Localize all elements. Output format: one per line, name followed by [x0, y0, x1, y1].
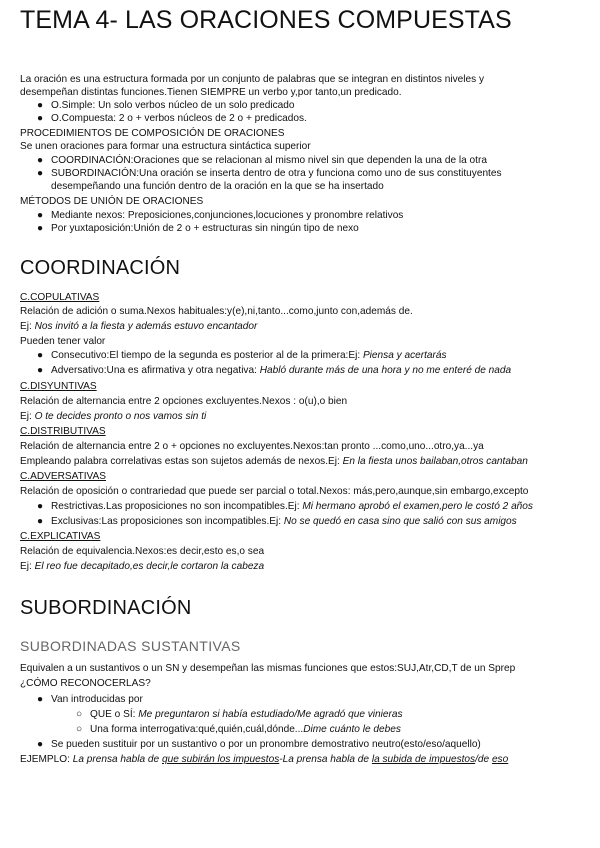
example-text: La prensa habla de [72, 754, 162, 765]
example-text: Mi hermano aprobó el examen,pero le costó 2 años [302, 501, 533, 512]
ejemplo-label: EJEMPLO: [20, 754, 73, 765]
bullet-icon: ● [37, 100, 44, 111]
disyuntivas-title: C.DISYUNTIVAS [20, 381, 97, 392]
list-item-text: Exclusivas:Las proposiciones son incompatibles.Ej: [51, 516, 284, 527]
example-text: En la fiesta unos bailaban,otros cantaban [342, 456, 528, 467]
list-item [37, 209, 403, 222]
list-item-text: QUE o SÍ: [90, 709, 139, 720]
example-label: Ej: [20, 561, 35, 572]
example-underlined-text: eso [491, 754, 509, 765]
example-text: No se quedó en casa sino que salió con sus amigos [283, 516, 517, 527]
list-item-text: desempeñando una función dentro de la oración en la que se ha insertado [51, 181, 384, 192]
sustantivas-text: Equivalen a un sustantivos o un SN y desempeñan las mismas funciones que estos:SUJ,Atr,CD,T de un Sprep [20, 663, 516, 674]
list-item-text: Van introducidas por [51, 694, 143, 705]
sustantivas-heading: SUBORDINADAS SUSTANTIVAS [20, 638, 241, 654]
circle-bullet-icon: ○ [76, 709, 83, 720]
adversativas-title: C.ADVERSATIVAS [20, 471, 107, 482]
bullet-icon: ● [37, 694, 44, 705]
explicativas-title: C.EXPLICATIVAS [20, 531, 101, 542]
explicativas-text: Relación de equivalencia.Nexos:es decir,esto es,o sea [20, 546, 265, 557]
text-label: Empleando palabra correlativas estas son sujetos además de nexos.Ej: [20, 456, 343, 467]
list-item [37, 349, 447, 362]
example-text: O te decides pronto o nos vamos sin ti [34, 411, 207, 422]
adversativas-text: Relación de oposición o contrariedad que puede ser parcial o total.Nexos: más,pero,aunque,sin embargo,excepto [20, 486, 529, 497]
bullet-icon: ● [37, 365, 44, 376]
list-item-text: COORDINACIÓN:Oraciones que se relacionan al mismo nivel sin que dependen la una de la otra [51, 155, 487, 166]
list-item-text: Por yuxtaposición:Unión de 2 o + estructuras sin ningún tipo de nexo [51, 223, 359, 234]
example-text: Nos invitó a la fiesta y además estuvo encantador [34, 321, 258, 332]
copulativas-title: C.COPULATIVAS [20, 292, 100, 303]
reconocer-question: ¿CÓMO RECONOCERLAS? [20, 678, 151, 689]
bullet-icon: ● [37, 501, 44, 512]
disyuntivas-text: Relación de alternancia entre 2 opciones excluyentes.Nexos : o(u),o bien [20, 396, 348, 407]
example-text: -La prensa habla de [279, 754, 372, 765]
coordinacion-heading: COORDINACIÓN [20, 257, 181, 279]
list-item-text: SUBORDINACIÓN:Una oración se inserta dentro de otra y funciona como uno de sus constituyentes [51, 168, 502, 179]
intro-line-1: La oración es una estructura formada por un conjunto de palabras que se integran en distintos niveles y [20, 74, 485, 85]
bullet-icon: ● [37, 210, 44, 221]
bullet-icon: ● [37, 739, 44, 750]
intro-paragraph [20, 73, 484, 99]
example-text: El reo fue decapitado,es decir,le cortaron la cabeza [34, 561, 265, 572]
list-item-text: O.Simple: Un solo verbos núcleo de un solo predicado [51, 100, 295, 111]
intro-line-2: desempeñan distintas funciones.Tienen SIEMPRE un verbo y,por tanto,un predicado. [20, 87, 402, 98]
list-item-text: Consecutivo:El tiempo de la segunda es posterior al de la primera:Ej: [51, 350, 363, 361]
list-item [37, 693, 143, 706]
list-item [37, 500, 533, 513]
list-item [37, 167, 502, 193]
list-item [37, 222, 359, 235]
list-item [37, 364, 511, 377]
ejemplo-line [20, 753, 508, 766]
distributivas-title: C.DISTRIBUTIVAS [20, 426, 106, 437]
example-text: /de [475, 754, 492, 765]
example-text: Me preguntaron si había estudiado/Me agradó que vinieras [138, 709, 403, 720]
page-title: TEMA 4- LAS ORACIONES COMPUESTAS [20, 6, 512, 34]
distributivas-text-2 [20, 455, 528, 468]
bullet-icon: ● [37, 350, 44, 361]
example-text: Piensa y acertarás [362, 350, 447, 361]
circle-bullet-icon: ○ [76, 724, 83, 735]
methods-heading: MÉTODOS DE UNIÓN DE ORACIONES [20, 196, 204, 207]
list-item-text: Restrictivas.Las proposiciones no son incompatibles.Ej: [51, 501, 303, 512]
list-item-text: Una forma interrogativa:qué,quién,cuál,dónde... [90, 724, 304, 735]
list-item [76, 723, 401, 736]
subordinacion-heading: SUBORDINACIÓN [20, 597, 192, 619]
example-underlined-text: que subirán los impuestos [161, 754, 280, 765]
list-item [37, 515, 517, 528]
bullet-icon: ● [37, 223, 44, 234]
list-item [76, 708, 403, 721]
example-label: Ej: [20, 411, 35, 422]
bullet-icon: ● [37, 113, 44, 124]
list-item [37, 154, 487, 167]
copulativas-text: Relación de adición o suma.Nexos habituales:y(e),ni,tanto...como,junto con,además de. [20, 306, 413, 317]
disyuntivas-example [20, 410, 206, 423]
list-item [37, 99, 295, 112]
list-item [37, 112, 307, 125]
copulativas-pueden: Pueden tener valor [20, 336, 106, 347]
list-item-text: Mediante nexos: Preposiciones,conjunciones,locuciones y pronombre relativos [51, 210, 404, 221]
bullet-icon: ● [37, 516, 44, 527]
list-item-text: Se pueden sustituir por un sustantivo o por un pronombre demostrativo neutro(esto/eso/aquello) [51, 739, 481, 750]
bullet-icon: ● [37, 155, 44, 166]
procedures-heading: PROCEDIMIENTOS DE COMPOSICIÓN DE ORACIONES [20, 128, 285, 139]
list-item-text: Adversativo:Una es afirmativa y otra negativa: [51, 365, 260, 376]
distributivas-text: Relación de alternancia entre 2 o + opciones no excluyentes.Nexos:tan pronto ...como,uno...otro,ya...ya [20, 441, 484, 452]
list-item-text: O.Compuesta: 2 o + verbos núcleos de 2 o + predicados. [51, 113, 307, 124]
example-text: Dime cuánto le debes [303, 724, 401, 735]
example-underlined-text: la subida de impuestos [371, 754, 476, 765]
procedures-text: Se unen oraciones para formar una estructura sintáctica superior [20, 141, 311, 152]
example-label: Ej: [20, 321, 35, 332]
example-text: Habló durante más de una hora y no me enteré de nada [259, 365, 512, 376]
bullet-icon: ● [37, 168, 44, 179]
list-item [37, 738, 481, 751]
copulativas-example [20, 320, 257, 333]
explicativas-example [20, 560, 264, 573]
